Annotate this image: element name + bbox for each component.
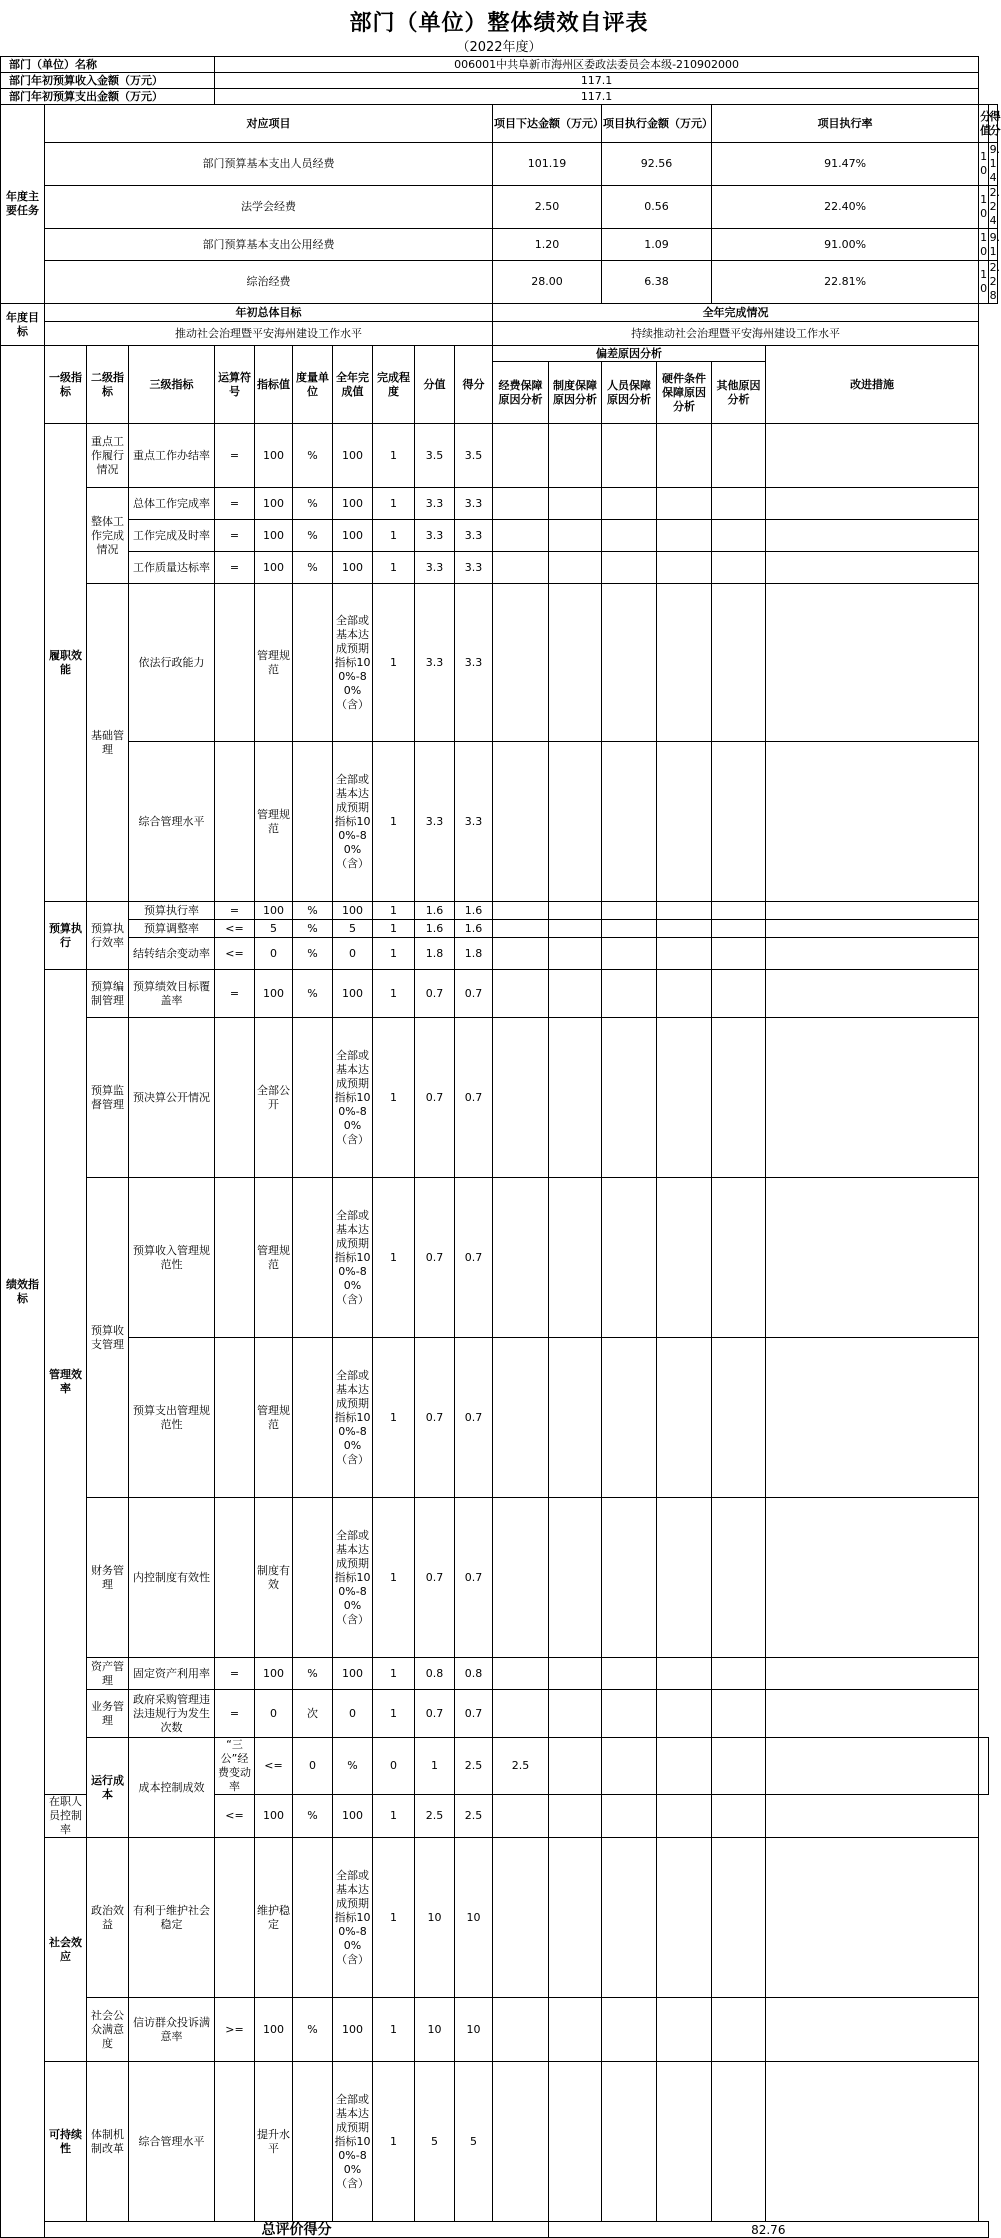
group-performance: 履职效能 [45, 424, 87, 902]
task-weight: 10 [979, 261, 988, 304]
sub-key-work: 重点工作履行情况 [87, 424, 129, 488]
ind-name: 工作完成及时率 [129, 520, 215, 552]
ind-degree: 1 [373, 970, 415, 1018]
ind-op: <= [215, 1795, 255, 1838]
ind-score: 1.8 [455, 938, 493, 970]
ind-score: 0.7 [455, 1338, 493, 1498]
ind-target: 100 [255, 424, 293, 488]
ind-op: = [215, 1690, 255, 1738]
ind-actual: 100 [333, 1658, 373, 1690]
task-score: 9.14 [989, 143, 1001, 184]
col-operator: 运算符号 [215, 346, 255, 424]
ind-actual: 100 [333, 520, 373, 552]
ind-degree: 1 [373, 1178, 415, 1338]
ind-op [215, 742, 255, 902]
ind-unit [293, 2062, 333, 2222]
ind-actual: 100 [333, 970, 373, 1018]
ind-unit [293, 1838, 333, 1998]
ind-unit: % [293, 920, 333, 938]
tasks-header-executed: 项目执行金额（万元） [602, 105, 712, 143]
ind-degree: 1 [373, 1838, 415, 1998]
ind-op: <= [215, 920, 255, 938]
expense-value: 117.1 [215, 89, 979, 105]
income-value: 117.1 [215, 73, 979, 89]
ind-target: 管理规范 [255, 742, 293, 902]
task-issued: 28.00 [493, 261, 602, 304]
goals-completion: 持续推动社会治理暨平安海州建设工作水平 [493, 322, 979, 346]
ind-name: 重点工作办结率 [129, 424, 215, 488]
task-executed: 0.56 [602, 186, 712, 229]
ind-name: 预算绩效目标覆盖率 [129, 970, 215, 1018]
ind-target: 5 [255, 920, 293, 938]
task-weight: 10 [979, 143, 988, 186]
ind-weight: 0.7 [415, 970, 455, 1018]
ind-unit [293, 584, 333, 742]
ind-target: 100 [255, 552, 293, 584]
ind-degree: 1 [373, 1998, 415, 2062]
year-subtitle: （2022年度） [456, 40, 542, 55]
ind-name: 综合管理水平 [129, 742, 215, 902]
ind-score: 2.5 [455, 1795, 493, 1838]
ind-weight: 0.7 [415, 1178, 455, 1338]
ind-op: = [215, 552, 255, 584]
ind-unit: % [293, 902, 333, 920]
ind-target: 管理规范 [255, 1338, 293, 1498]
task-issued: 101.19 [493, 143, 602, 186]
ind-actual: 100 [333, 552, 373, 584]
ind-target: 100 [255, 1795, 293, 1838]
ind-actual: 全部或基本达成预期指标100%-80%（含） [333, 584, 373, 742]
ind-weight: 10 [415, 1838, 455, 1998]
ind-name: 结转结余变动率 [129, 938, 215, 970]
ind-actual: 全部或基本达成预期指标100%-80%（含） [333, 1838, 373, 1998]
ind-target: 制度有效 [255, 1498, 293, 1658]
total-score-label: 总评价得分 [45, 2222, 549, 2238]
ind-weight: 3.3 [415, 552, 455, 584]
col-unit: 度量单位 [293, 346, 333, 424]
group-social-effect: 社会效应 [45, 1838, 87, 2062]
col-dev-other: 其他原因分析 [712, 362, 766, 424]
ind-degree: 1 [373, 488, 415, 520]
task-executed: 92.56 [602, 143, 712, 186]
ind-target: 100 [255, 970, 293, 1018]
ind-weight: 3.3 [415, 742, 455, 902]
ind-target: 0 [255, 1690, 293, 1738]
ind-degree: 1 [373, 1018, 415, 1178]
ind-score: 3.5 [455, 424, 493, 488]
ind-op: <= [215, 938, 255, 970]
ind-degree: 1 [373, 1690, 415, 1738]
sub-finance-mgmt: 财务管理 [87, 1498, 129, 1658]
goals-initial: 推动社会治理暨平安海州建设工作水平 [45, 322, 493, 346]
ind-target: 管理规范 [255, 584, 293, 742]
ind-score: 0.7 [455, 1018, 493, 1178]
col-level2: 二级指标 [87, 346, 129, 424]
ind-unit [293, 1498, 333, 1658]
ind-score: 10 [455, 1998, 493, 2062]
ind-name: 综合管理水平 [129, 2062, 215, 2222]
goals-completion-header: 全年完成情况 [493, 304, 979, 322]
task-score: 9.1 [988, 229, 997, 261]
ind-actual: 100 [333, 1998, 373, 2062]
ind-target: 100 [255, 1998, 293, 2062]
ind-unit: % [333, 1738, 373, 1795]
ind-unit: % [293, 424, 333, 488]
ind-weight: 1.6 [415, 920, 455, 938]
col-dev-system: 制度保障原因分析 [549, 362, 602, 424]
goals-initial-header: 年初总体目标 [45, 304, 493, 322]
ind-degree: 1 [415, 1738, 455, 1795]
ind-degree: 1 [373, 552, 415, 584]
ind-unit [293, 1338, 333, 1498]
sub-budget-exec-eff: 预算执行效率 [87, 902, 129, 970]
col-deviation: 偏差原因分析 [493, 346, 766, 362]
ind-degree: 1 [373, 1338, 415, 1498]
ind-unit [293, 742, 333, 902]
ind-degree: 1 [373, 1498, 415, 1658]
col-actual: 全年完成值 [333, 346, 373, 424]
ind-op [215, 1498, 255, 1658]
ind-unit: % [293, 1795, 333, 1838]
task-issued: 2.50 [493, 186, 602, 229]
sub-budget-income-expense: 预算收支管理 [87, 1178, 129, 1498]
task-name: 综治经费 [45, 261, 493, 304]
ind-op [215, 1018, 255, 1178]
sub-institutional-reform: 体制机制改革 [87, 2062, 129, 2222]
ind-actual: 100 [333, 902, 373, 920]
col-target: 指标值 [255, 346, 293, 424]
task-weight: 10 [979, 229, 988, 261]
ind-score: 3.3 [455, 520, 493, 552]
ind-name: 在职人员控制率 [45, 1795, 87, 1838]
ind-name: 依法行政能力 [129, 584, 215, 742]
ind-actual: 100 [333, 424, 373, 488]
col-dev-staff: 人员保障原因分析 [602, 362, 657, 424]
group-sustainability: 可持续性 [45, 2062, 87, 2222]
ind-score: 0.7 [455, 970, 493, 1018]
task-rate: 91.00% [712, 229, 979, 261]
sub-budget-prep: 预算编制管理 [87, 970, 129, 1018]
ind-score: 0.7 [455, 1178, 493, 1338]
ind-actual: 100 [333, 488, 373, 520]
unit-name-label: 部门（单位）名称 [1, 57, 215, 73]
ind-degree: 1 [373, 1658, 415, 1690]
ind-op: = [215, 488, 255, 520]
task-issued: 1.20 [493, 229, 602, 261]
sub-basic-management: 基础管理 [87, 584, 129, 902]
task-name: 部门预算基本支出公用经费 [45, 229, 493, 261]
group-budget-exec: 预算执行 [45, 902, 87, 970]
col-degree: 完成程度 [373, 346, 415, 424]
col-weight: 分值 [415, 346, 455, 424]
sub-cost-control: 成本控制成效 [129, 1738, 215, 1838]
ind-op [215, 1338, 255, 1498]
ind-actual: 全部或基本达成预期指标100%-80%（含） [333, 1338, 373, 1498]
indicators-section-label: 绩效指标 [1, 346, 45, 2238]
ind-name: 预算执行率 [129, 902, 215, 920]
ind-name: 预算支出管理规范性 [129, 1338, 215, 1498]
ind-actual: 100 [333, 1795, 373, 1838]
ind-name: 信访群众投诉满意率 [129, 1998, 215, 2062]
ind-weight: 2.5 [415, 1795, 455, 1838]
ind-unit [293, 1178, 333, 1338]
ind-unit: % [293, 938, 333, 970]
ind-op [215, 2062, 255, 2222]
tasks-header-issued: 项目下达金额（万元） [493, 105, 602, 143]
col-score: 得分 [455, 346, 493, 424]
group-mgmt-efficiency: 管理效率 [45, 970, 87, 1795]
ind-op: <= [255, 1738, 293, 1795]
sub-political-benefit: 政治效益 [87, 1838, 129, 1998]
ind-name: 内控制度有效性 [129, 1498, 215, 1658]
ind-score: 5 [455, 2062, 493, 2222]
ind-actual: 全部或基本达成预期指标100%-80%（含） [333, 1498, 373, 1658]
ind-score: 3.3 [455, 552, 493, 584]
ind-score: 3.3 [455, 742, 493, 902]
ind-degree: 1 [373, 424, 415, 488]
task-name: 部门预算基本支出人员经费 [45, 143, 493, 186]
ind-target: 管理规范 [255, 1178, 293, 1338]
ind-unit: 次 [293, 1690, 333, 1738]
sub-public-satisfaction: 社会公众满意度 [87, 1998, 129, 2062]
ind-score: 3.3 [455, 488, 493, 520]
ind-weight: 0.7 [415, 1018, 455, 1178]
ind-op [215, 584, 255, 742]
ind-actual: 0 [333, 938, 373, 970]
ind-score: 2.5 [493, 1738, 549, 1795]
col-level3: 三级指标 [129, 346, 215, 424]
ind-unit: % [293, 488, 333, 520]
ind-weight: 10 [415, 1998, 455, 2062]
ind-actual: 5 [333, 920, 373, 938]
ind-degree: 1 [373, 938, 415, 970]
tasks-header-project: 对应项目 [45, 105, 493, 143]
ind-op: = [215, 970, 255, 1018]
ind-name: 固定资产利用率 [129, 1658, 215, 1690]
ind-actual: 全部或基本达成预期指标100%-80%（含） [333, 742, 373, 902]
ind-weight: 0.7 [415, 1690, 455, 1738]
ind-name: 总体工作完成率 [129, 488, 215, 520]
page-title: 部门（单位）整体绩效自评表 [349, 11, 649, 36]
ind-target: 100 [255, 902, 293, 920]
ind-weight: 0.7 [415, 1338, 455, 1498]
ind-target: 提升水平 [255, 2062, 293, 2222]
ind-name: “三公”经费变动率 [215, 1738, 255, 1795]
ind-degree: 1 [373, 1795, 415, 1838]
income-label: 部门年初预算收入金额（万元） [1, 73, 215, 89]
ind-weight: 3.3 [415, 584, 455, 742]
goals-section-label: 年度目标 [1, 304, 45, 346]
sub-overall-work: 整体工作完成情况 [87, 488, 129, 584]
ind-weight: 0.8 [415, 1658, 455, 1690]
task-score: 2.28 [989, 261, 1001, 302]
task-rate: 22.81% [712, 261, 979, 304]
expense-label: 部门年初预算支出金额（万元） [1, 89, 215, 105]
ind-unit: % [293, 1658, 333, 1690]
ind-unit: % [293, 552, 333, 584]
ind-degree: 1 [373, 2062, 415, 2222]
ind-op: = [215, 1658, 255, 1690]
ind-op: = [215, 424, 255, 488]
ind-weight: 5 [415, 2062, 455, 2222]
ind-weight: 3.3 [415, 488, 455, 520]
task-rate: 91.47% [712, 143, 979, 186]
unit-name-value: 006001中共阜新市海州区委政法委员会本级-210902000 [215, 57, 979, 73]
ind-op [215, 1838, 255, 1998]
ind-op: = [215, 520, 255, 552]
sub-business-mgmt: 业务管理 [87, 1690, 129, 1738]
sub-asset-mgmt: 资产管理 [87, 1658, 129, 1690]
ind-unit: % [293, 970, 333, 1018]
ind-name: 有利于维护社会稳定 [129, 1838, 215, 1998]
ind-target: 维护稳定 [255, 1838, 293, 1998]
col-improve: 改进措施 [766, 346, 979, 424]
tasks-section-label: 年度主要任务 [1, 105, 45, 304]
ind-weight: 3.3 [415, 520, 455, 552]
ind-actual: 全部或基本达成预期指标100%-80%（含） [333, 2062, 373, 2222]
col-dev-hardware: 硬件条件保障原因分析 [657, 362, 712, 424]
ind-actual: 0 [333, 1690, 373, 1738]
sub-budget-supervision: 预算监督管理 [87, 1018, 129, 1178]
group-operating-cost: 运行成本 [87, 1738, 129, 1838]
ind-op [215, 1178, 255, 1338]
task-weight: 10 [979, 186, 988, 229]
ind-degree: 1 [373, 584, 415, 742]
ind-degree: 1 [373, 902, 415, 920]
task-executed: 6.38 [602, 261, 712, 304]
ind-weight: 0.7 [415, 1498, 455, 1658]
task-executed: 1.09 [602, 229, 712, 261]
ind-target: 全部公开 [255, 1018, 293, 1178]
ind-actual: 0 [373, 1738, 415, 1795]
ind-op: >= [215, 1998, 255, 2062]
ind-name: 工作质量达标率 [129, 552, 215, 584]
ind-op: = [215, 902, 255, 920]
ind-score: 0.7 [455, 1498, 493, 1658]
ind-target: 0 [255, 938, 293, 970]
ind-name: 预决算公开情况 [129, 1018, 215, 1178]
ind-score: 0.8 [455, 1658, 493, 1690]
ind-target: 100 [255, 1658, 293, 1690]
col-level1: 一级指标 [45, 346, 87, 424]
ind-weight: 2.5 [455, 1738, 493, 1795]
ind-score: 10 [455, 1838, 493, 1998]
ind-target: 100 [255, 488, 293, 520]
ind-score: 1.6 [455, 920, 493, 938]
ind-weight: 1.8 [415, 938, 455, 970]
ind-weight: 3.5 [415, 424, 455, 488]
evaluation-table [0, 56, 1001, 2238]
ind-target: 0 [293, 1738, 333, 1795]
ind-actual: 全部或基本达成预期指标100%-80%（含） [333, 1018, 373, 1178]
ind-target: 100 [255, 520, 293, 552]
ind-name: 预算调整率 [129, 920, 215, 938]
tasks-header-score: 得分 [988, 105, 997, 143]
ind-degree: 1 [373, 742, 415, 902]
col-dev-fund: 经费保障原因分析 [493, 362, 549, 424]
task-rate: 22.40% [712, 186, 979, 229]
ind-name: 政府采购管理违法违规行为发生次数 [129, 1690, 215, 1738]
ind-unit [293, 1018, 333, 1178]
ind-degree: 1 [373, 920, 415, 938]
task-name: 法学会经费 [45, 186, 493, 229]
tasks-header-rate: 项目执行率 [712, 105, 979, 143]
ind-unit: % [293, 520, 333, 552]
ind-actual: 全部或基本达成预期指标100%-80%（含） [333, 1178, 373, 1338]
ind-score: 3.3 [455, 584, 493, 742]
ind-unit: % [293, 1998, 333, 2062]
tasks-header-weight: 分值 [979, 105, 988, 143]
ind-name: 预算收入管理规范性 [129, 1178, 215, 1338]
ind-score: 0.7 [455, 1690, 493, 1738]
task-score: 2.24 [989, 186, 1001, 227]
total-score-value: 82.76 [549, 2222, 989, 2238]
ind-degree: 1 [373, 520, 415, 552]
ind-weight: 1.6 [415, 902, 455, 920]
ind-score: 1.6 [455, 902, 493, 920]
